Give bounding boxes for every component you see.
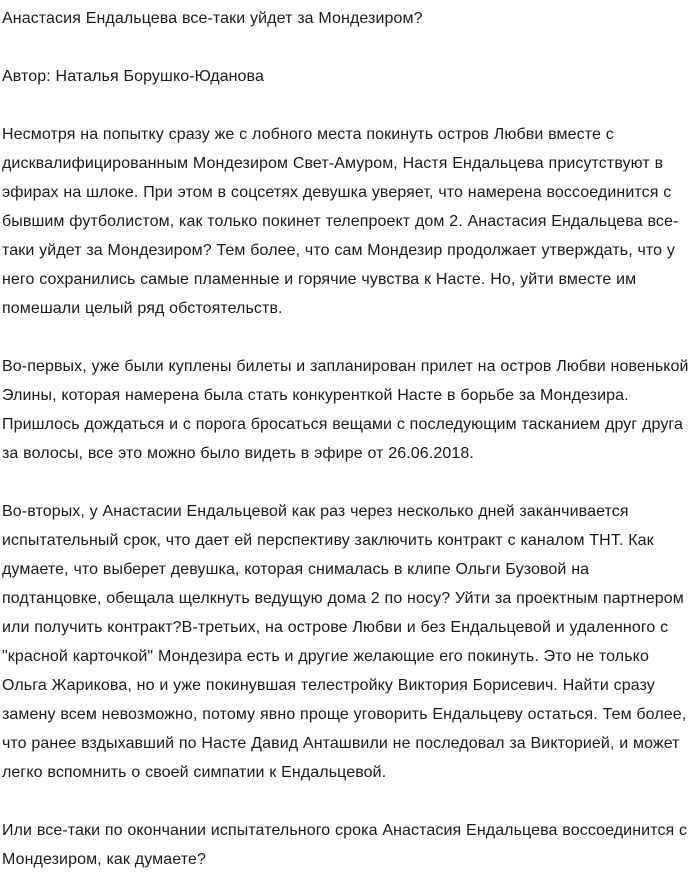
- article-paragraph-2: Во-первых, уже были куплены билеты и запланирован прилет на остров Любви новенькой Элины, которая намерена была стать конкуренткой Насте в борьбе за Мондезира. Пришлось дождаться и с порога бросаться вещами с последующим тасканием друг друга за волосы, все это можно было видеть в эфире от 26.06.2018.: [2, 358, 689, 462]
- spacer-after-title: [2, 33, 691, 62]
- spacer-after-paragraph-3: [2, 787, 691, 816]
- article-paragraph-4: Или все-таки по окончании испытательного срока Анастасия Ендальцева воссоединится с Мондезиром, как думаете?: [2, 822, 688, 868]
- spacer-after-author: [2, 91, 691, 120]
- spacer-after-paragraph-1: [2, 323, 691, 352]
- article-paragraph-1: Несмотря на попытку сразу же с лобного места покинуть остров Любви вместе с дисквалифицированным Мондезиром Свет-Амуром, Настя Ендальцева присутствуют в эфирах на шлоке. При этом в соцсетях девушка уверяет, что намерена воссоединится с бывшим футболистом, как только покинет телепроект дом 2. Анастасия Ендальцева все-таки уйдет за Мондезиром? Тем более, что сам Мондезир продолжает утверждать, что у него сохранились самые пламенные и горячие чувства к Насте. Но, уйти вместе им помешали целый ряд обстоятельств.: [2, 126, 679, 317]
- page-title: Анастасия Ендальцева все-таки уйдет за Мондезиром?: [2, 10, 423, 27]
- spacer-after-paragraph-2: [2, 468, 691, 497]
- author-byline: Автор: Наталья Борушко-Юданова: [2, 68, 264, 85]
- article-paragraph-3: Во-вторых, у Анастасии Ендальцевой как раз через несколько дней заканчивается испытательный срок, что дает ей перспективу заключить контракт с каналом ТНТ. Как думаете, что выберет девушка, которая снималась в клипе Ольги Бузовой на подтанцовке, обещала щелкнуть ведущую дома 2 по носу? Уйти за проектным партнером или получить контракт?В-третьих, на острове Любви и без Ендальцевой и удаленного с "красной карточкой" Мондезира есть и другие желающие его покинуть. Это не только Ольга Жарикова, но и уже покинувшая телестройку Виктория Борисевич. Найти сразу замену всем невозможно, потому явно проще уговорить Ендальцеву остаться. Тем более, что ранее вздыхавший по Насте Давид Анташвили не последовал за Викторией, и может легко вспомнить о своей симпатии к Ендальцевой.: [2, 503, 687, 781]
